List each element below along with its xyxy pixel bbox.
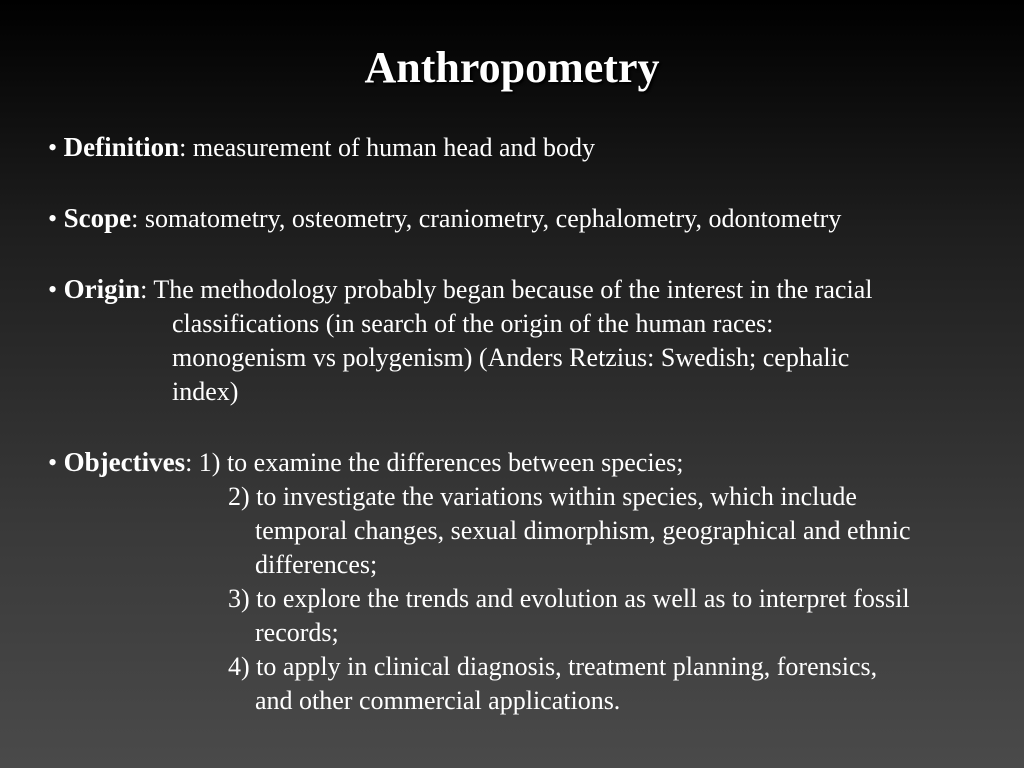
bullet-marker: • [48,275,58,304]
objective-item: 2) to investigate the variations within species, which include [228,482,857,511]
origin-text-line: : The methodology probably began because of the interest in the racial [140,275,873,304]
bullet-scope [48,201,998,236]
objectives-term: Objectives [63,447,186,477]
bullet-origin [48,272,998,409]
scope-text: : somatometry, osteometry, craniometry, cephalometry, odontometry [131,204,842,233]
objective-continuation: and other commercial applications. [255,686,621,715]
bullet-marker: • [48,133,58,162]
objective-continuation: differences; [255,550,378,579]
bullet-objectives [48,445,998,718]
objective-item: 3) to explore the trends and evolution as well as to interpret fossil [228,584,910,613]
definition-term: Definition [63,132,180,162]
bullet-marker: • [48,448,58,477]
definition-text: : measurement of human head and body [179,133,595,162]
objective-continuation: records; [255,618,339,647]
origin-text-line: index) [172,377,239,406]
objective-continuation: temporal changes, sexual dimorphism, geographical and ethnic [255,516,911,545]
objective-item: : 1) to examine the differences between species; [185,448,684,477]
slide-content [48,130,998,754]
bullet-marker: • [48,204,58,233]
slide-title: Anthropometry [364,43,660,92]
origin-text-line: classifications (in search of the origin of the human races: [172,309,774,338]
scope-term: Scope [63,203,132,233]
objective-item: 4) to apply in clinical diagnosis, treatment planning, forensics, [228,652,878,681]
bullet-definition [48,130,998,165]
origin-text-line: monogenism vs polygenism) (Anders Retzius: Swedish; cephalic [172,343,850,372]
origin-term: Origin [63,274,141,304]
